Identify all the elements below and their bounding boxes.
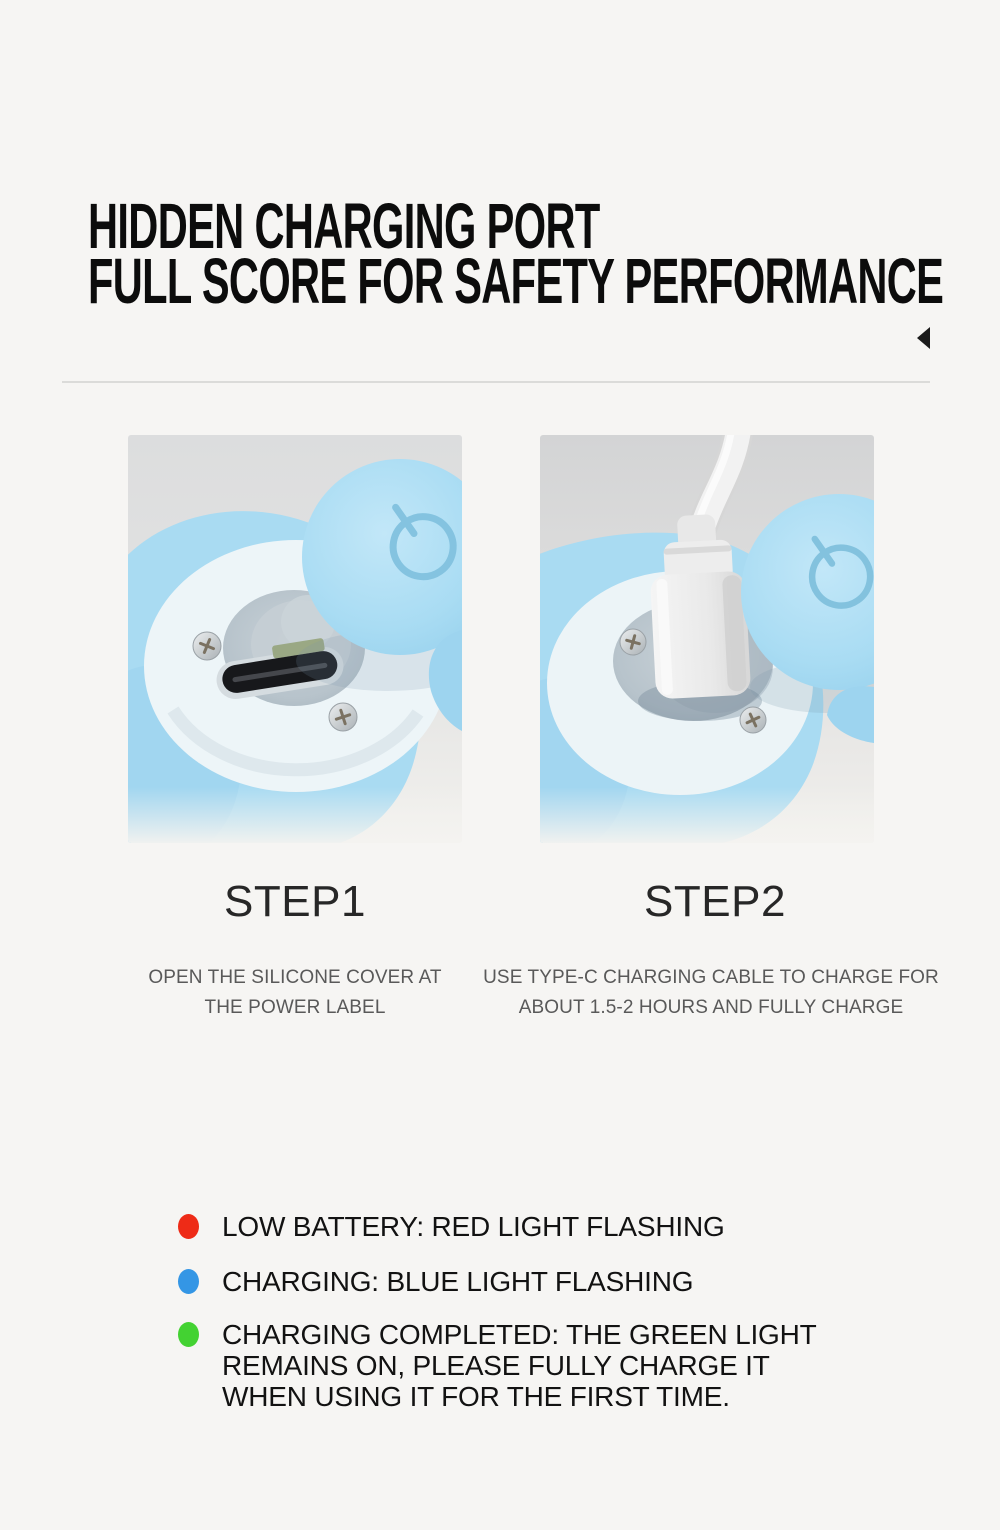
red-status-dot: [178, 1214, 199, 1239]
step1-description-line1: OPEN THE SILICONE COVER AT: [148, 967, 442, 988]
page-title: [88, 190, 1000, 317]
collapse-left-icon: [917, 327, 930, 349]
photo-bottom-fade: [128, 787, 462, 843]
step2-description: [475, 963, 947, 1023]
indicator-completed-line3: WHEN USING IT FOR THE FIRST TIME.: [222, 1381, 730, 1412]
step1-label: STEP1: [224, 877, 366, 926]
indicator-low-battery: [178, 1211, 725, 1242]
step2-description-line1: USE TYPE-C CHARGING CABLE TO CHARGE FOR: [483, 967, 939, 988]
indicator-charging: [178, 1266, 693, 1297]
indicator-completed-line1: CHARGING COMPLETED: THE GREEN LIGHT: [222, 1319, 817, 1350]
blue-status-dot: [178, 1269, 199, 1294]
step1-photo: [128, 435, 462, 843]
step2-label: STEP2: [644, 877, 786, 926]
step2-photo-illustration: [540, 435, 874, 843]
screw-icon: [193, 632, 221, 660]
indicator-charging-completed: [178, 1319, 817, 1412]
step2-description-line2: ABOUT 1.5-2 HOURS AND FULLY CHARGE: [518, 997, 904, 1018]
indicator-completed-line2: REMAINS ON, PLEASE FULLY CHARGE IT: [222, 1350, 770, 1381]
step2-photo: [540, 435, 874, 843]
page-title-line2: FULL SCORE FOR SAFETY PERFORMANCE: [88, 245, 944, 317]
screw-icon: [620, 629, 646, 655]
photo-bottom-fade: [540, 787, 874, 843]
step1-description-line2: THE POWER LABEL: [204, 997, 386, 1018]
green-status-dot: [178, 1322, 199, 1347]
screw-icon: [740, 707, 766, 733]
indicator-low-battery-text: LOW BATTERY: RED LIGHT FLASHING: [222, 1211, 725, 1242]
step1-description: [113, 963, 477, 1023]
step1-photo-illustration: [128, 435, 462, 843]
page-title-line1: HIDDEN CHARGING PORT: [88, 190, 600, 262]
section-divider: [62, 381, 930, 383]
indicator-charging-completed-text: [222, 1319, 817, 1412]
screw-icon: [329, 703, 357, 731]
indicator-charging-text: CHARGING: BLUE LIGHT FLASHING: [222, 1266, 694, 1297]
